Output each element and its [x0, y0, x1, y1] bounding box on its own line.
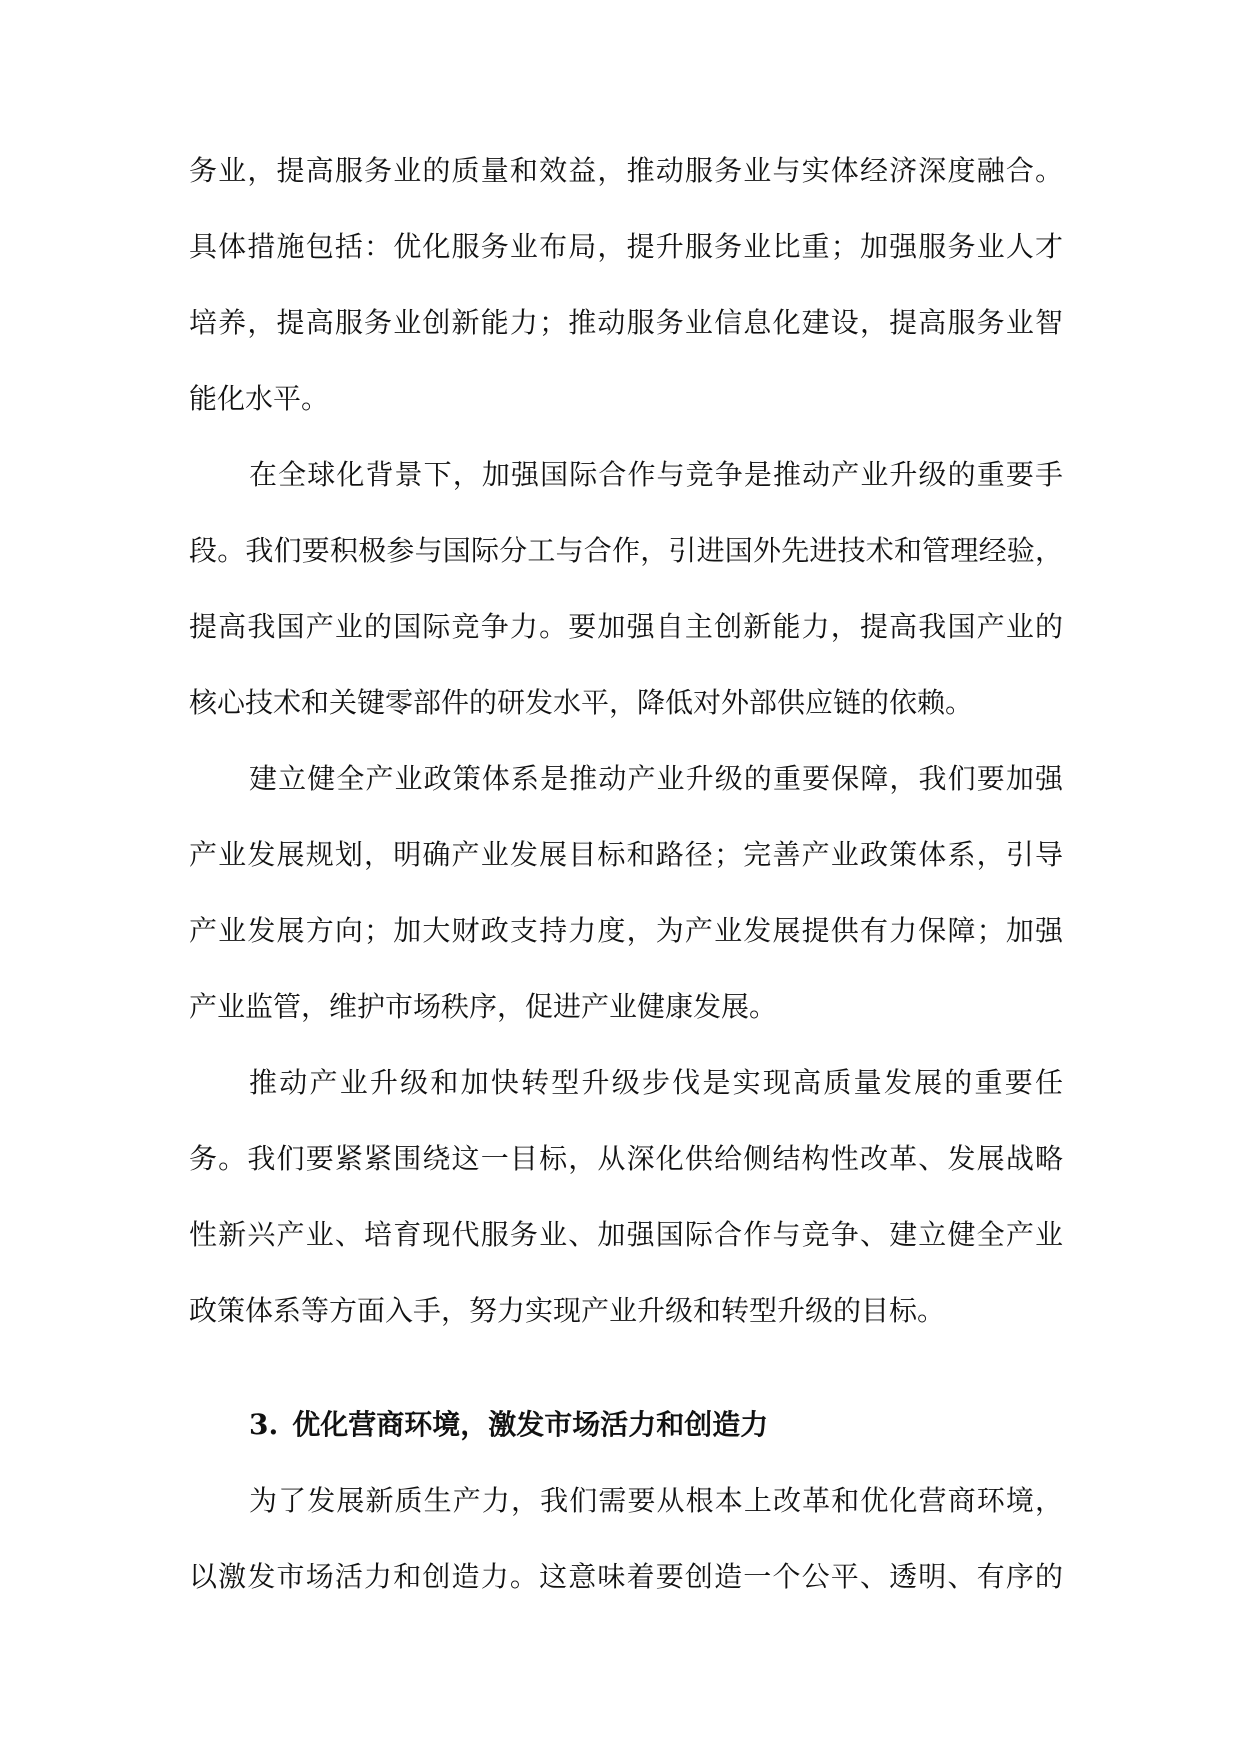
text-line: 段。我们要积极参与国际分工与合作，引进国外先进技术和管理经验， — [189, 534, 1063, 567]
text-line: 产业发展方向；加大财政支持力度，为产业发展提供有力保障；加强 — [189, 914, 1063, 947]
paragraph-business-environment — [189, 1463, 1063, 1615]
text-line: 能化水平。 — [189, 382, 330, 415]
text-line: 政策体系等方面入手，努力实现产业升级和转型升级的目标。 — [189, 1294, 946, 1327]
paragraph-upgrade-summary — [189, 1045, 1063, 1349]
section-heading — [189, 1387, 1063, 1463]
text-line: 以激发市场活力和创造力。这意味着要创造一个公平、透明、有序的 — [189, 1560, 1063, 1593]
text-line: 具体措施包括：优化服务业布局，提升服务业比重；加强服务业人才 — [189, 230, 1063, 263]
document-body — [189, 133, 1063, 1615]
text-line: 产业监管，维护市场秩序，促进产业健康发展。 — [189, 990, 778, 1023]
text-line: 建立健全产业政策体系是推动产业升级的重要保障，我们要加强 — [249, 762, 1063, 795]
text-line: 产业发展规划，明确产业发展目标和路径；完善产业政策体系，引导 — [189, 838, 1063, 871]
text-line: 在全球化背景下，加强国际合作与竞争是推动产业升级的重要手 — [249, 458, 1063, 491]
section-number: 3. — [249, 1408, 279, 1441]
text-line: 推动产业升级和加快转型升级步伐是实现高质量发展的重要任 — [249, 1066, 1063, 1099]
text-line: 性新兴产业、培育现代服务业、加强国际合作与竞争、建立健全产业 — [189, 1218, 1063, 1251]
text-line: 为了发展新质生产力，我们需要从根本上改革和优化营商环境， — [249, 1484, 1063, 1517]
text-line: 培养，提高服务业创新能力；推动服务业信息化建设，提高服务业智 — [189, 306, 1063, 339]
section-title: 优化营商环境，激发市场活力和创造力 — [292, 1408, 769, 1441]
text-line: 提高我国产业的国际竞争力。要加强自主创新能力，提高我国产业的 — [189, 610, 1063, 643]
paragraph-international-cooperation — [189, 437, 1063, 741]
paragraph-industrial-policy — [189, 741, 1063, 1045]
text-line: 核心技术和关键零部件的研发水平，降低对外部供应链的依赖。 — [189, 686, 974, 719]
text-line: 务。我们要紧紧围绕这一目标，从深化供给侧结构性改革、发展战略 — [189, 1142, 1063, 1175]
paragraph-service-industry — [189, 133, 1063, 437]
text-line: 务业，提高服务业的质量和效益，推动服务业与实体经济深度融合。 — [189, 154, 1063, 187]
